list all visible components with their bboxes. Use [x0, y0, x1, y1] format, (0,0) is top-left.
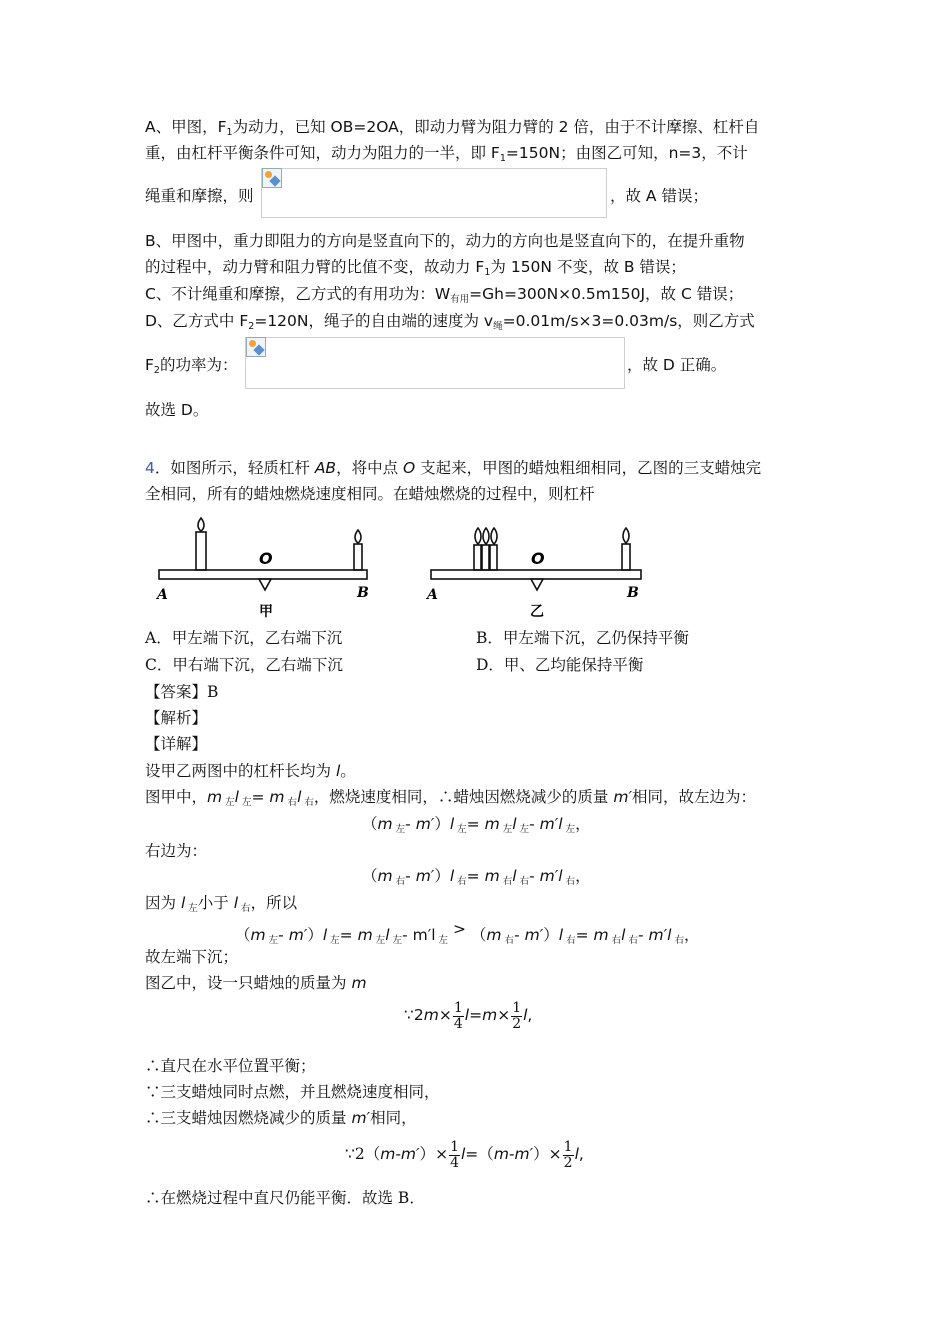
conclusion-jia: 故左端下沉； [145, 948, 239, 966]
candle-jia-right [354, 544, 362, 570]
candle-yi-2 [482, 545, 489, 570]
fulcrum-yi [531, 579, 543, 590]
previous-answer: 故选 D。 [145, 401, 209, 419]
equation-yi-2: ∵2（m-m′）× $\frac{1}{4}$ l=（m-m′）× $\frac{1}{2}$ l, [345, 1138, 584, 1171]
equation-yi-1: ∵2m× $\frac{1}{4}$ l=m× $\frac{1}{2}$ l, [404, 999, 533, 1032]
candle-yi-3 [490, 545, 497, 570]
right-side-label: 右边为： [145, 842, 208, 860]
flame-jia-left [198, 518, 204, 531]
flame-yi-3 [491, 528, 497, 544]
lever-bar-jia [159, 570, 367, 579]
candle-jia-left [196, 532, 206, 570]
caption-yi: 乙 [530, 604, 544, 620]
caption-jia: 甲 [259, 604, 273, 620]
detail-label: 【详解】 [145, 735, 208, 753]
solution-d-line1: D、乙方式中 $F_2=120N$，绳子的自由端的速度为 $v_绳=0.01m/s\times 3=0.03m/s$，则乙方式 [145, 312, 755, 332]
flame-jia-right [355, 530, 361, 543]
label-o-jia: O [259, 549, 273, 568]
final-conclusion: ∴在燃烧过程中直尺仍能平衡．故选 B． [145, 1189, 425, 1207]
same-time-line: ∵三支蜡烛同时点燃，并且燃烧速度相同， [145, 1083, 440, 1101]
label-o-yi: O [531, 549, 545, 568]
broken-image-icon [262, 168, 282, 188]
lever-bar-yi [431, 570, 641, 579]
flame-yi-right [623, 528, 629, 543]
formula-image-placeholder-2 [245, 337, 625, 389]
label-a-yi: A [427, 587, 438, 603]
question-4-stem-line2: 全相同，所有的蜡烛燃烧速度相同。在蜡烛燃烧的过程中，则杠杆 [145, 485, 595, 503]
equation-right: （m $_右$- m′）l $_右$= m $_右$l $_右$- m′l $_右$， [362, 867, 591, 887]
label-b-jia: B [357, 585, 369, 601]
same-mass-line: ∴三支蜡烛因燃烧减少的质量 m′相同， [145, 1109, 417, 1127]
option-a: A．甲左端下沉，乙右端下沉 [145, 629, 343, 647]
candle-yi-1 [474, 545, 481, 570]
balanced-line: ∴直尺在水平位置平衡； [145, 1057, 316, 1075]
solution-line-2: 图甲中，m $_左$l $_左$= m $_右$l $_右$，燃烧速度相同，∴蜡烛因燃烧减少的质量 m′相同，故左边为： [145, 788, 756, 808]
solution-a-line3-tail: ，故 A 错误； [610, 187, 708, 205]
flame-yi-1 [475, 528, 481, 544]
formula-image-placeholder [261, 168, 607, 218]
option-d: D．甲、乙均能保持平衡 [476, 656, 644, 674]
equation-left: （m $_左$- m′）l $_左$= m $_左$l $_左$- m′l $_左$， [362, 815, 591, 835]
solution-d-line2-label: $F_2$的功率为： [145, 356, 238, 376]
solution-a-line3-label: 绳重和摩擦，则 [145, 187, 254, 205]
option-b: B．甲左端下沉，乙仍保持平衡 [476, 629, 689, 647]
label-a-jia: A [157, 587, 168, 603]
because-line: 因为 l $_左$小于 l $_右$，所以 [145, 894, 298, 914]
solution-b-line1: B、甲图中，重力即阻力的方向是竖直向下的，动力的方向也是竖直向下的，在提升重物 [145, 232, 745, 250]
solution-c-line: C、不计绳重和摩擦，乙方式的有用功为：$W_{有用}=Gh=300N\times 0.5m150J$，故 C 错误； [145, 285, 744, 305]
option-c: C．甲右端下沉，乙右端下沉 [145, 656, 343, 674]
solution-a-line2: 重，由杠杆平衡条件可知，动力为阻力的一半，即 $F_1=150N$；由图乙可知，n=3，不计 [145, 144, 748, 164]
solution-d-line2-tail: ，故 D 正确。 [627, 356, 727, 374]
inequality-line: （m $_左$- m′）l $_左$= m $_左$l $_左$- m′l $_左$ > （m $_右$- m′）l $_右$= m $_右$l $_右$- m′l $_右$， [235, 920, 700, 946]
fulcrum-jia [259, 579, 271, 590]
solution-a-line1: A、甲图，$F_1$为动力，已知 OB=2OA，即动力臂为阻力臂的 2 倍，由于不计摩擦、杠杆自 [145, 118, 760, 138]
flame-yi-2 [483, 528, 489, 544]
label-b-yi: B [627, 585, 639, 601]
answer-label: 【答案】B [145, 683, 219, 701]
candle-yi-right [622, 544, 630, 570]
solution-b-line2: 的过程中，动力臂和阻力臂的比值不变，故动力 $F_1$为 150N 不变，故 B 错误； [145, 258, 686, 278]
lever-candles-figure [145, 508, 665, 622]
analysis-label: 【解析】 [145, 709, 208, 727]
yi-setup-line: 图乙中，设一只蜡烛的质量为 m [145, 974, 367, 992]
solution-line-1: 设甲乙两图中的杠杆长均为 l。 [145, 762, 356, 780]
question-4-stem-line1: 4．如图所示，轻质杠杆 AB，将中点 O 支起来，甲图的蜡烛粗细相同，乙图的三支蜡烛完 [145, 459, 762, 477]
broken-image-icon [246, 337, 266, 357]
